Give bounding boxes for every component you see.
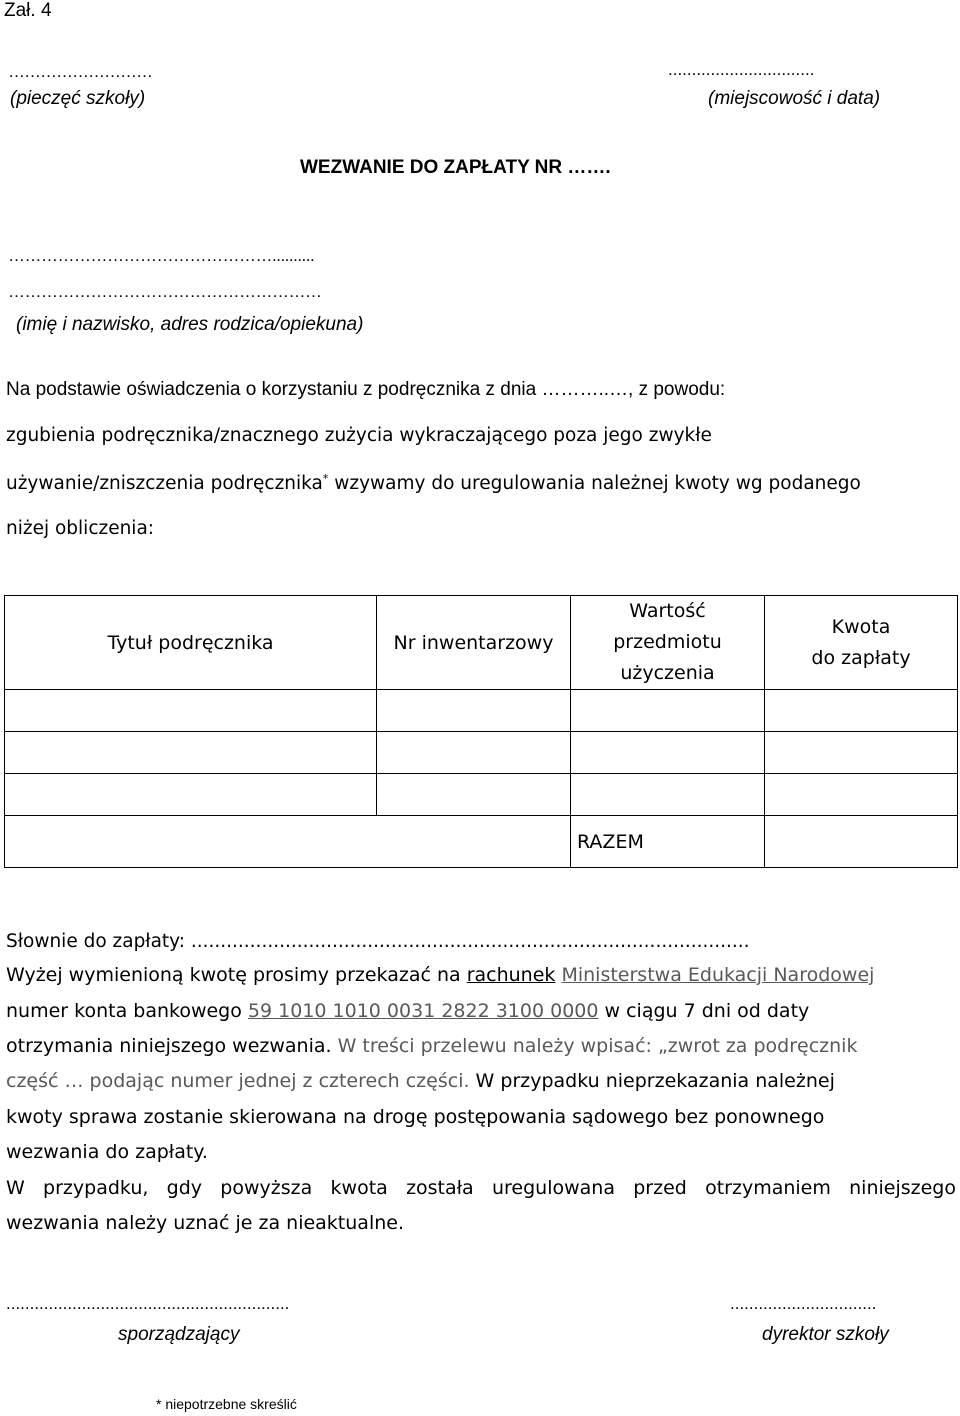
recipient-line-1: ………………………………………….......... <box>8 246 315 265</box>
stamp-label: (pieczęć szkoły) <box>10 88 146 109</box>
director-label: dyrektor szkoły <box>762 1324 889 1345</box>
body-line-2 <box>6 1000 809 1022</box>
bank-account-number[interactable]: 59 1010 1010 0031 2822 3100 0000 <box>247 1000 599 1022</box>
body-line-3-text: otrzymania niniejszego wezwania. <box>6 1035 332 1057</box>
body-line-8: wezwania należy uznać je za nieaktualne. <box>6 1212 404 1234</box>
ministry-link[interactable]: Ministerstwa Edukacji Narodowej <box>561 964 875 986</box>
footnote-marker: * <box>322 472 329 485</box>
body-line-6: wezwania do zapłaty. <box>6 1141 208 1163</box>
intro-line-3-end: wzywamy do uregulowania należnej kwoty wg podanego <box>328 473 861 495</box>
body-line-2-end: w ciągu 7 dni od daty <box>598 1000 810 1022</box>
body-line-1-text: Wyżej wymienioną kwotę prosimy przekazać na <box>6 964 467 986</box>
header-item-value-line: Wartość <box>629 600 706 622</box>
table-row <box>5 690 958 732</box>
header-item-value <box>571 596 765 690</box>
header-item-value-line: przedmiotu <box>613 631 722 653</box>
document-title: WEZWANIE DO ZAPŁATY NR ……. <box>300 157 611 178</box>
place-date-placeholder: ............................... <box>668 60 815 79</box>
recipient-line-2: ………………………………………………… <box>8 282 322 301</box>
intro-line-3-start: używanie/zniszczenia podręcznika <box>6 473 323 495</box>
total-amount-cell[interactable] <box>765 816 958 868</box>
body-line-4-end: W przypadku nieprzekazania należnej <box>469 1070 835 1092</box>
table-total-row <box>5 816 958 868</box>
intro-line-3 <box>6 472 861 494</box>
part-placeholder: część … <box>6 1070 90 1092</box>
body-line-4 <box>6 1070 835 1092</box>
amount-in-words: Słownie do zapłaty: ............................................................................................... <box>6 931 750 952</box>
stamp-placeholder: ……………………… <box>8 62 152 81</box>
intro-line-2: zgubienia podręcznika/znacznego zużycia wykraczającego poza jego zwykłe <box>6 425 712 446</box>
body-line-1 <box>6 964 874 986</box>
preparer-label: sporządzający <box>118 1324 240 1345</box>
preparer-signature-line: ............................................................ <box>6 1294 290 1313</box>
intro-line-1: Na podstawie oświadczenia o korzystaniu z podręcznika z dnia ………..…, z powodu: <box>6 379 726 400</box>
table-row <box>5 774 958 816</box>
transfer-instruction: W treści przelewu należy wpisać: „zwrot za podręcznik <box>331 1035 858 1057</box>
body-line-2-text: numer konta bankowego <box>6 1000 248 1022</box>
table-cell[interactable] <box>5 774 377 816</box>
header-amount-due <box>765 596 958 690</box>
table-cell[interactable] <box>571 732 765 774</box>
part-instruction: podając numer jednej z czterech części. <box>89 1070 470 1092</box>
table-cell[interactable] <box>571 774 765 816</box>
attachment-number: Zał. 4 <box>4 0 52 21</box>
calculation-table <box>4 595 958 868</box>
recipient-label: (imię i nazwisko, adres rodzica/opiekuna) <box>16 314 364 335</box>
header-item-value-line: użyczenia <box>620 662 715 684</box>
place-date-label: (miejscowość i data) <box>708 88 881 109</box>
director-signature-line: ............................... <box>730 1294 877 1313</box>
body-line-7-text: W przypadku, gdy powyższa kwota została uregulowana przed otrzymaniem niniejszego <box>6 1177 956 1199</box>
intro-line-4: niżej obliczenia: <box>6 518 155 539</box>
footnote: * niepotrzebne skreślić <box>156 1396 297 1412</box>
total-spacer <box>5 816 571 868</box>
table-cell[interactable] <box>765 732 958 774</box>
total-label: RAZEM <box>571 816 765 868</box>
header-amount-due-line: Kwota <box>831 615 891 638</box>
body-line-5: kwoty sprawa zostanie skierowana na drogę postępowania sądowego bez ponownego <box>6 1106 825 1128</box>
account-link-word[interactable]: rachunek <box>466 964 556 986</box>
table-cell[interactable] <box>5 732 377 774</box>
table-cell[interactable] <box>377 690 571 732</box>
header-amount-due-line: do zapłaty <box>811 646 911 669</box>
table-cell[interactable] <box>765 690 958 732</box>
table-cell[interactable] <box>377 774 571 816</box>
header-title: Tytuł podręcznika <box>5 596 377 690</box>
body-line-3 <box>6 1035 857 1057</box>
table-header-row <box>5 596 958 690</box>
table-cell[interactable] <box>765 774 958 816</box>
body-line-7 <box>6 1177 956 1199</box>
table-cell[interactable] <box>571 690 765 732</box>
table-cell[interactable] <box>377 732 571 774</box>
table-row <box>5 732 958 774</box>
table-cell[interactable] <box>5 690 377 732</box>
header-inventory-number: Nr inwentarzowy <box>377 596 571 690</box>
